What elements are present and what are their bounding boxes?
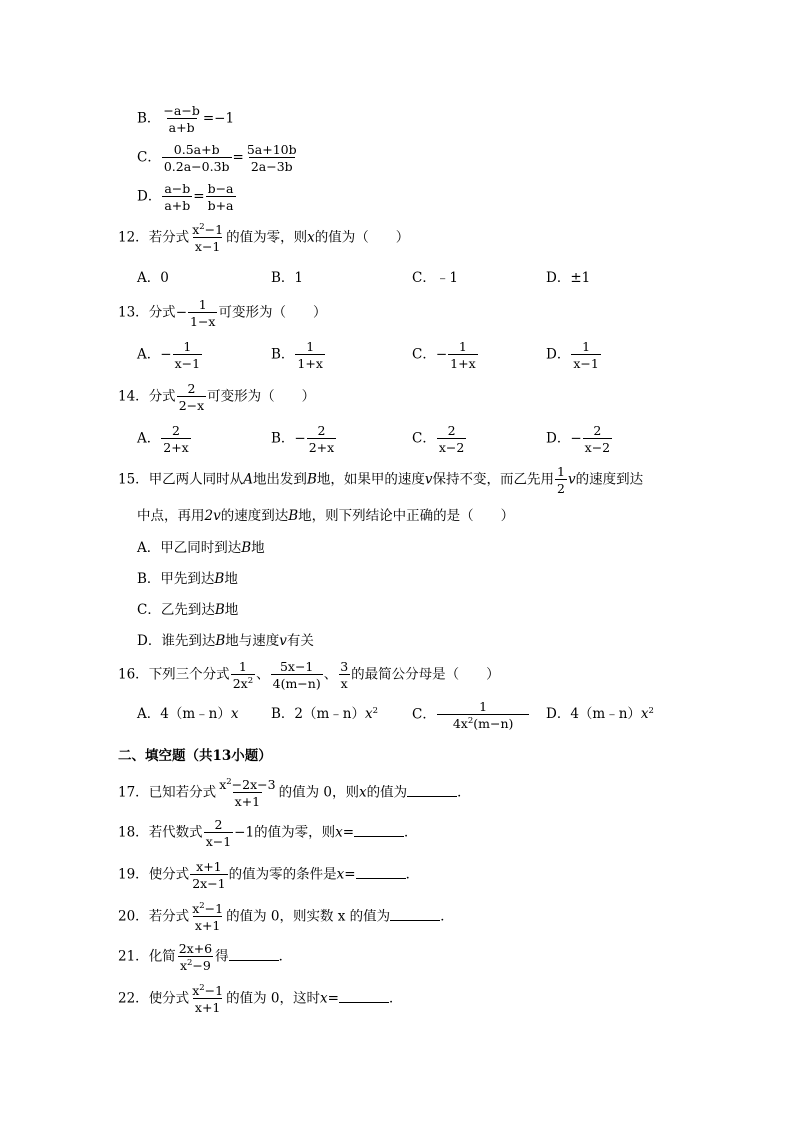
answer-blank[interactable] (354, 825, 404, 837)
q13-option-b[interactable]: B． $\frac{1}{1+x}$ (271, 339, 323, 372)
fraction: $\frac{1}{1-x}$ (190, 297, 216, 330)
q15-option-d[interactable]: D．谁先到达B地与速度v有关 (137, 633, 314, 649)
q15-option-b[interactable]: B．甲先到达B地 (137, 571, 238, 587)
q11-option-d[interactable]: D． $\frac{a-b}{a+b}$ = $\frac{b-a}{b+a}$ (137, 181, 234, 214)
q16-option-c[interactable]: C． $\frac{1}{4x^2(m-n)}$ (412, 700, 530, 730)
question-13-stem: 13．分式− $\frac{1}{1-x}$ 可变形为（ ） (118, 297, 327, 330)
question-21: 21．化简 $\frac{2x+6}{x^2-9}$ 得 ． (118, 941, 293, 974)
fraction: $\frac{2}{2-x}$ (178, 381, 205, 414)
answer-blank[interactable] (229, 949, 279, 961)
option-label: B． (137, 110, 161, 127)
answer-blank[interactable] (407, 785, 457, 797)
q12-option-d[interactable]: D．±1 (546, 270, 591, 286)
q14-option-d[interactable]: D．− $\frac{2}{x-2}$ (546, 423, 611, 456)
q16-option-b[interactable]: B．$2(m﹣n)x^2$ (271, 706, 379, 722)
question-22: 22．使分式 $\frac{x^2-1}{x+1}$ 的值为 0，这时x= ． (118, 983, 403, 1016)
q11-option-b[interactable]: B． $\frac{-a-b}{a+b}$ =−1 (137, 103, 235, 136)
question-17: 17．已知若分式 $\frac{x^2-2x-3}{x+1}$ 的值为 0，则x的值为 ． (118, 777, 471, 810)
q14-option-c[interactable]: C． $\frac{2}{x-2}$ (412, 423, 465, 456)
q11-option-c[interactable]: C． $\frac{0.5a+b}{0.2a-0.3b}$ = $\frac{5a+10b}{2a-3b}$ (137, 142, 297, 175)
section-heading: 二、填空题（共13小题） (118, 748, 272, 764)
q12-option-c[interactable]: C．﹣1 (412, 270, 458, 286)
question-15-stem-line2: 中点，再用2v的速度到达B地，则下列结论中正确的是（ ） (137, 508, 515, 524)
fraction: $\frac{x^2-1}{x-1}$ (192, 222, 224, 255)
fraction: $\frac{b-a}{b+a}$ (207, 181, 234, 214)
q13-option-d[interactable]: D． $\frac{1}{x-1}$ (546, 339, 599, 372)
question-19: 19．使分式 $\frac{x+1}{2x-1}$ 的值为零的条件是x= ． (118, 859, 420, 892)
q13-option-a[interactable]: A．− $\frac{1}{x-1}$ (137, 339, 201, 372)
fraction: $\frac{5a+10b}{2a-3b}$ (246, 142, 297, 175)
q13-option-c[interactable]: C．− $\frac{1}{1+x}$ (412, 339, 476, 372)
answer-blank[interactable] (339, 991, 389, 1003)
q15-option-c[interactable]: C．乙先到达B地 (137, 602, 239, 618)
answer-blank[interactable] (356, 867, 406, 879)
fraction: $\frac{a-b}{a+b}$ (164, 181, 191, 214)
question-20: 20．若分式 $\frac{x^2-1}{x+1}$ 的值为 0，则实数 x 的值为 ． (118, 901, 454, 934)
fraction: $\frac{-a-b}{a+b}$ (163, 103, 200, 136)
fraction: $\frac{0.5a+b}{0.2a-0.3b}$ (163, 142, 230, 175)
question-16-stem: 16．下列三个分式 $\frac{1}{2x^2}$ 、 $\frac{5x-1}{4(m-n)}$ 、 $\frac{3}{x}$ 的最简公分母是（ ） (118, 659, 500, 692)
question-18: 18．若代数式 $\frac{2}{x-1}$ −1的值为零，则x= ． (118, 817, 418, 850)
q14-option-a[interactable]: A． $\frac{2}{2+x}$ (137, 423, 189, 456)
q16-option-a[interactable]: A．4（m﹣n）x (137, 706, 239, 722)
q14-option-b[interactable]: B．− $\frac{2}{2+x}$ (271, 423, 335, 456)
question-15-stem-line1: 15．甲乙两人同时从A地出发到B地，如果甲的速度v保持不变，而乙先用 $\frac{1}{2}$ v的速度到达 (118, 464, 644, 497)
q12-option-a[interactable]: A．0 (137, 270, 169, 286)
question-14-stem: 14．分式 $\frac{2}{2-x}$ 可变形为（ ） (118, 381, 316, 414)
fraction: $\frac{1}{2}$ (557, 464, 565, 497)
question-12-stem: 12．若分式 $\frac{x^2-1}{x-1}$ 的值为零，则x的值为（ ） (118, 222, 410, 255)
q12-option-b[interactable]: B．1 (271, 270, 304, 286)
answer-blank[interactable] (390, 909, 440, 921)
q15-option-a[interactable]: A．甲乙同时到达B地 (137, 540, 265, 556)
q16-option-d[interactable]: D．$4(m﹣n)x^2$ (546, 706, 654, 722)
